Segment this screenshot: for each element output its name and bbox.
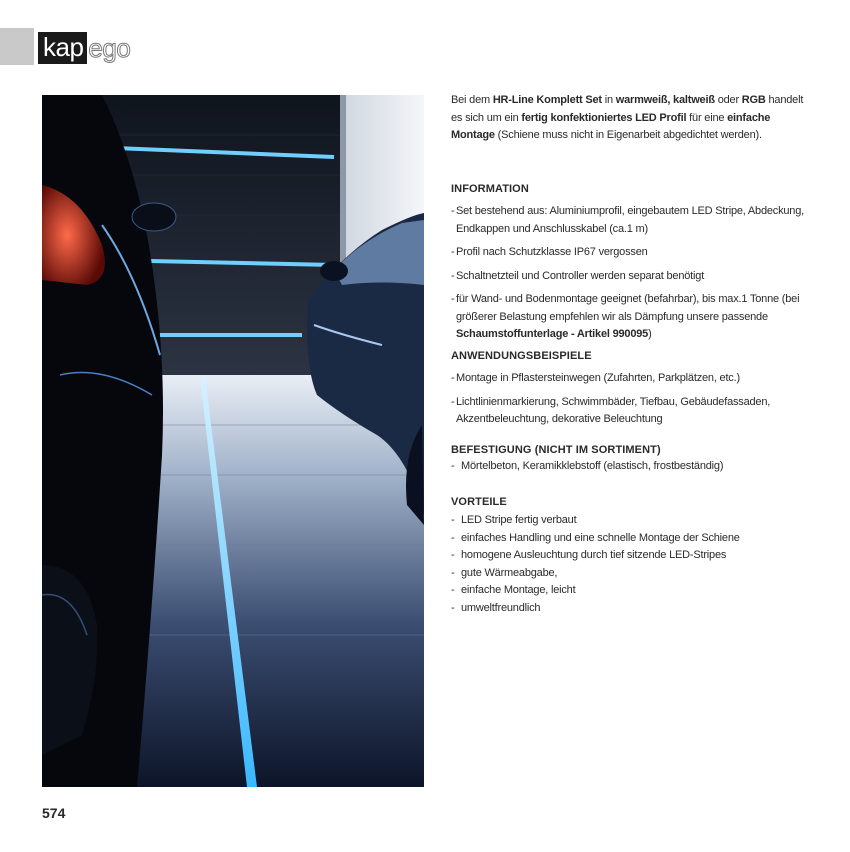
kapego-logo xyxy=(38,31,130,65)
list-item: - für Wand- und Bodenmontage geeignet (befahrbar), bis max.1 Tonne (bei größerer Belastung empfehlen wir als Dämpfung unsere passende Schaumstoffunterlage - Artikel 990095) xyxy=(451,293,800,340)
intro-text: handelt es sich um ein xyxy=(451,94,804,124)
list-item: - homogene Ausleuchtung durch tief sitzende LED-Stripes xyxy=(451,549,727,561)
list-item: - Schaltnetzteil und Controller werden separat benötigt xyxy=(451,269,705,282)
page-number: 574 xyxy=(42,805,66,821)
befestigung-heading: BEFESTIGUNG (NICHT IM SORTIMENT) xyxy=(451,444,661,456)
list-item: - Profil nach Schutzklasse IP67 vergossen xyxy=(451,246,648,258)
list-item: - Set bestehend aus: Aluminiumprofil, eingebautem LED Stripe, Abdeckung, Endkappen und Anschlusskabel (ca.1 m) xyxy=(451,205,805,235)
intro-text: (Schiene muss nicht in Eigenarbeit abgedichtet werden). xyxy=(494,129,762,141)
list-item: - umweltfreundlich xyxy=(451,601,541,614)
list-item: - einfache Montage, leicht xyxy=(451,584,576,596)
intro-bold: fertig konfektioniertes LED Profil xyxy=(521,111,687,124)
intro-bold: RGB xyxy=(741,94,766,106)
logo-accent-bar xyxy=(0,28,34,65)
anwendung-heading: ANWENDUNGSBEISPIELE xyxy=(451,350,592,362)
intro-paragraph xyxy=(451,92,811,145)
intro-text: Bei dem xyxy=(451,94,493,106)
anwendung-list xyxy=(451,370,811,435)
list-item: - Mörtelbeton, Keramikklebstoff (elastisch, frostbeständig) xyxy=(451,460,724,472)
list-item: - Montage in Pflastersteinwegen (Zufahrten, Parkplätzen, etc.) xyxy=(451,372,740,384)
article-reference: Schaumstoffunterlage - Artikel 990095 xyxy=(456,328,649,340)
intro-bold: einfache Montage xyxy=(451,111,771,141)
list-item: - Lichtlinienmarkierung, Schwimmbäder, Tiefbau, Gebäudefassaden, Akzentbeleuchtung, dekorative Beleuchtung xyxy=(451,395,771,425)
intro-text: oder xyxy=(714,94,742,106)
product-photo xyxy=(42,95,424,787)
intro-text: in xyxy=(601,94,616,106)
list-item: - einfaches Handling und eine schnelle Montage der Schiene xyxy=(451,531,740,544)
logo-dark-part: kap xyxy=(38,32,87,64)
list-item: - gute Wärmeabgabe, xyxy=(451,566,558,579)
information-list xyxy=(451,203,811,350)
intro-text: für eine xyxy=(686,111,728,124)
vorteile-heading: VORTEILE xyxy=(451,496,507,508)
vorteile-list xyxy=(451,512,811,617)
description-column xyxy=(451,92,811,614)
logo-light-part: ego xyxy=(88,33,131,63)
befestigung-list xyxy=(451,458,811,482)
intro-bold: warmweiß, kaltweiß xyxy=(615,94,715,106)
list-item: - LED Stripe fertig verbaut xyxy=(451,514,577,526)
information-heading: INFORMATION xyxy=(451,183,529,195)
intro-bold: HR-Line Komplett Set xyxy=(492,94,602,106)
